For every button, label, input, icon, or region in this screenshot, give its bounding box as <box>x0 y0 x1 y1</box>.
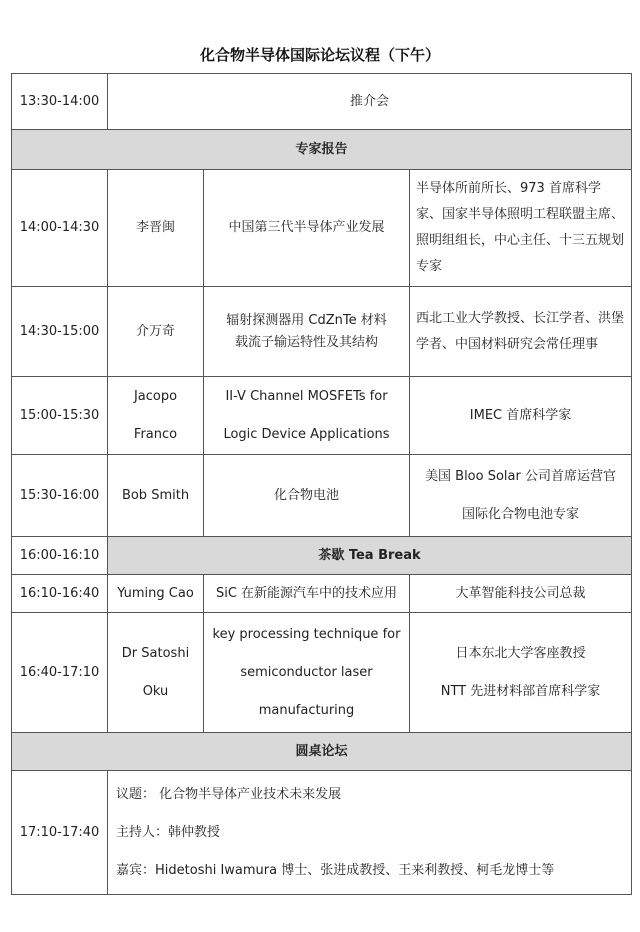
time-cell: 16:10-16:40 <box>12 575 108 613</box>
topic-line: manufacturing <box>258 702 355 718</box>
topic-line: semiconductor laser <box>240 664 373 680</box>
table-row <box>12 613 632 733</box>
time-cell: 16:40-17:10 <box>12 613 108 733</box>
topic-line: II-V Channel MOSFETs for <box>225 388 388 404</box>
title-line: 国际化合物电池专家 <box>462 506 580 522</box>
topic-cell: 中国第三代半导体产业发展 <box>204 170 410 287</box>
speaker-line: Jacopo <box>133 388 178 404</box>
speaker-cell <box>108 613 204 733</box>
table-row <box>12 455 632 537</box>
speaker-cell: 李晋闽 <box>108 170 204 287</box>
intro-label: 推介会 <box>108 74 632 130</box>
section-header-roundtable: 圆桌论坛 <box>12 733 632 771</box>
time-cell: 15:00-15:30 <box>12 377 108 455</box>
topic-line: Logic Device Applications <box>223 426 390 442</box>
topic-cell: 辐射探测器用 CdZnTe 材料载流子输运特性及其结构 <box>204 287 410 377</box>
time-cell: 16:00-16:10 <box>12 537 108 575</box>
speaker-title-cell <box>410 613 632 733</box>
topic-cell <box>204 613 410 733</box>
section-row <box>12 130 632 170</box>
time-cell: 14:30-15:00 <box>12 287 108 377</box>
roundtable-details <box>108 771 632 895</box>
topic-line: key processing technique for <box>212 626 401 642</box>
speaker-title-cell: 大革智能科技公司总裁 <box>410 575 632 613</box>
section-header-expert-talks: 专家报告 <box>12 130 632 170</box>
speaker-line: Dr Satoshi <box>121 645 190 661</box>
time-cell: 17:10-17:40 <box>12 771 108 895</box>
roundtable-guests: 嘉宾：Hidetoshi Iwamura 博士、张进成教授、王来利教授、柯毛龙博士等 <box>116 862 555 878</box>
page-title: 化合物半导体国际论坛议程（下午） <box>199 46 440 64</box>
speaker-title-cell: 西北工业大学教授、长江学者、洪堡学者、中国材料研究会常任理事 <box>410 287 632 377</box>
title-line: 日本东北大学客座教授 <box>455 645 586 661</box>
time-cell: 14:00-14:30 <box>12 170 108 287</box>
table-row <box>12 74 632 130</box>
speaker-line: Franco <box>133 426 178 442</box>
table-row <box>12 377 632 455</box>
table-row <box>12 771 632 895</box>
speaker-title-cell: 半导体所前所长、973 首席科学家、国家半导体照明工程联盟主席、照明组组长，中心主任、十三五规划专家 <box>410 170 632 287</box>
title-line: 美国 Bloo Solar 公司首席运营官 <box>425 468 616 484</box>
topic-cell <box>204 377 410 455</box>
tea-break-label: 茶歇 Tea Break <box>108 537 632 575</box>
topic-cell: SiC 在新能源汽车中的技术应用 <box>204 575 410 613</box>
speaker-cell: 介万奇 <box>108 287 204 377</box>
title-line: NTT 先进材料部首席科学家 <box>440 683 601 699</box>
agenda-table <box>11 73 632 895</box>
speaker-cell <box>108 377 204 455</box>
table-row <box>12 575 632 613</box>
speaker-title-cell <box>410 455 632 537</box>
section-row <box>12 733 632 771</box>
topic-cell: 化合物电池 <box>204 455 410 537</box>
time-cell: 13:30-14:00 <box>12 74 108 130</box>
roundtable-host: 主持人：韩仲教授 <box>116 824 221 840</box>
table-row <box>12 287 632 377</box>
speaker-line: Oku <box>142 683 169 699</box>
speaker-cell: Yuming Cao <box>108 575 204 613</box>
time-cell: 15:30-16:00 <box>12 455 108 537</box>
roundtable-topic: 议题： 化合物半导体产业技术未来发展 <box>116 786 342 802</box>
speaker-cell: Bob Smith <box>108 455 204 537</box>
table-row <box>12 537 632 575</box>
speaker-title-cell: IMEC 首席科学家 <box>410 377 632 455</box>
table-row <box>12 170 632 287</box>
